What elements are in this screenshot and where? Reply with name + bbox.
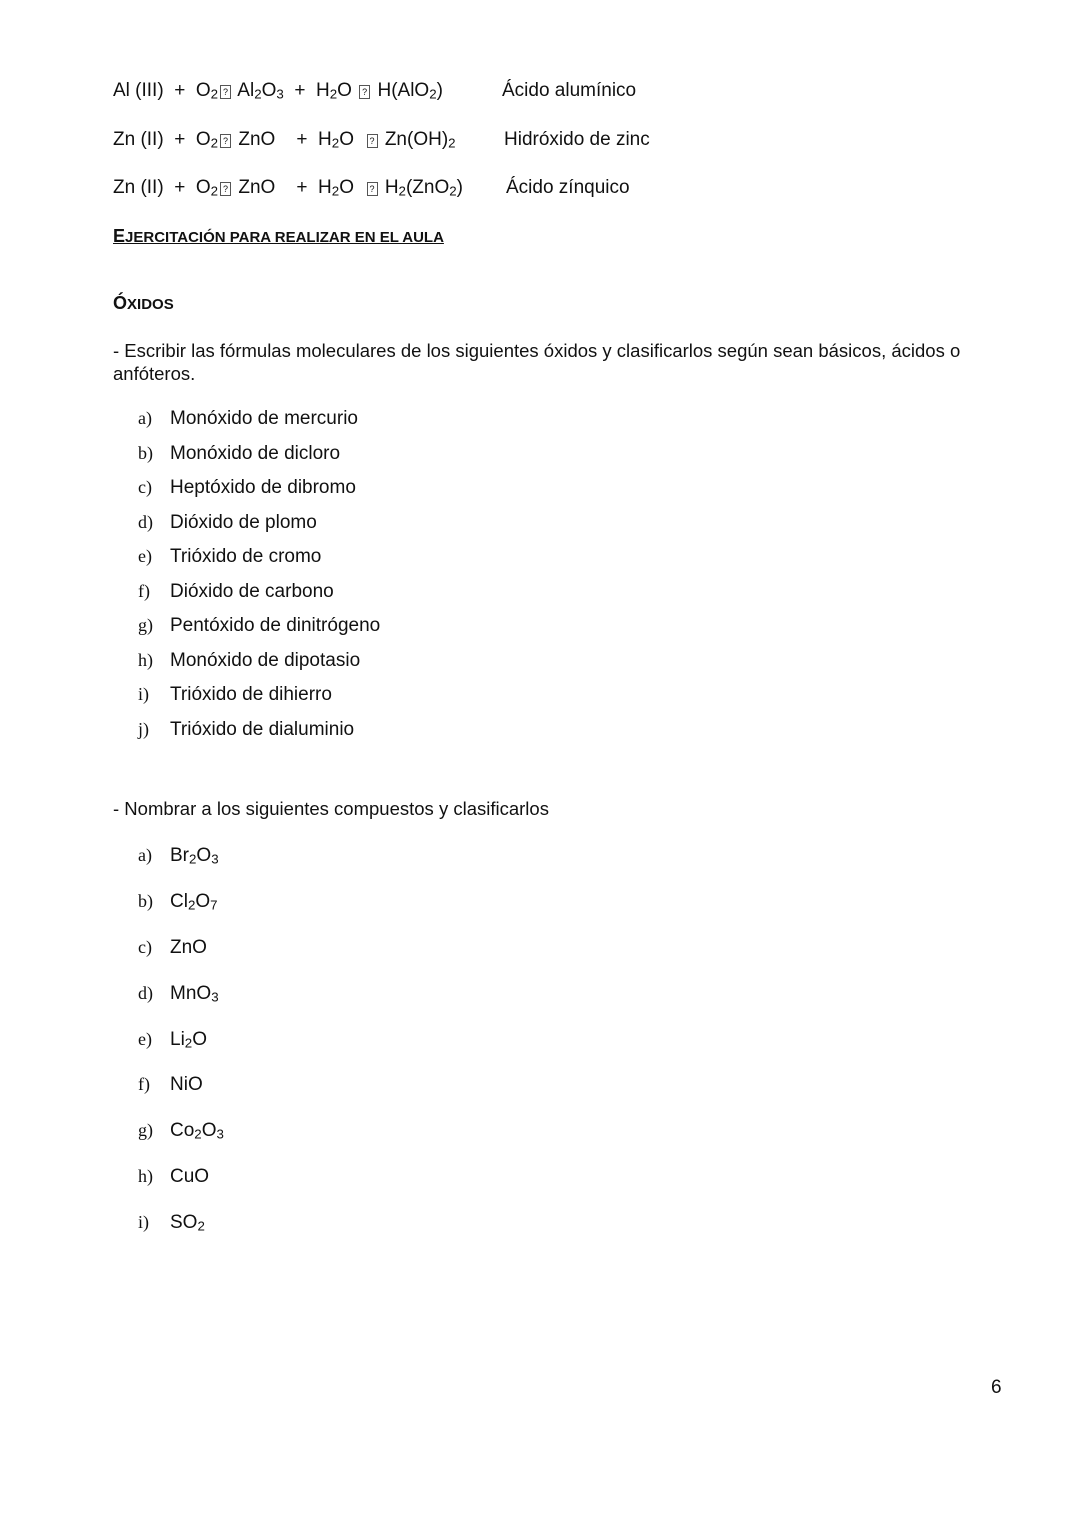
item-marker: i)	[138, 1212, 149, 1233]
list-item	[138, 717, 380, 752]
formula-text: )	[436, 80, 443, 101]
item-text: Dióxido de carbono	[170, 580, 334, 602]
missing-arrow-glyph-icon: ?	[367, 182, 378, 196]
item-text: Heptóxido de dibromo	[170, 477, 356, 498]
list-item	[138, 406, 380, 441]
formula-text: ZnO + H	[233, 129, 332, 150]
item-marker: b)	[138, 442, 153, 463]
formula-text: Cl	[170, 890, 188, 912]
item-text: Trióxido de dihierro	[170, 684, 332, 705]
formula-text: SO	[170, 1212, 198, 1234]
heading-initial: E	[113, 226, 126, 246]
item-marker: g)	[138, 615, 153, 635]
item-marker: f)	[138, 1074, 150, 1095]
item-text: Monóxido de dicloro	[170, 442, 341, 464]
subscript: 2	[210, 86, 219, 102]
page-number: 6	[991, 1377, 1002, 1398]
formula-text: ZnO	[170, 936, 207, 958]
subscript: 2	[189, 851, 197, 867]
subscript: 2	[329, 86, 338, 102]
list-item	[138, 648, 380, 683]
item-marker: d)	[138, 982, 153, 1003]
list-item	[138, 1072, 224, 1118]
formula-text: + H	[283, 80, 330, 101]
item-marker: i)	[138, 684, 149, 704]
list-item	[138, 1210, 224, 1256]
subscript: 2	[448, 135, 456, 151]
formula-text: ZnO + H	[233, 177, 332, 198]
item-text: Monóxido de mercurio	[170, 408, 358, 429]
item-marker: g)	[138, 1120, 153, 1141]
formula-text: Zn (II) + O	[113, 177, 211, 198]
item-marker: e)	[138, 546, 152, 566]
list-item	[138, 441, 380, 476]
item-marker: j)	[138, 718, 149, 739]
subscript: 3	[211, 989, 219, 1005]
list-item	[138, 579, 380, 614]
subscript: 3	[276, 86, 284, 102]
item-marker: a)	[138, 408, 152, 428]
compound-name: Hidróxido de zinc	[504, 129, 650, 150]
formula-text: Br	[170, 845, 189, 866]
formula-text: Co	[170, 1120, 195, 1142]
subscript: 2	[429, 86, 437, 102]
formula-text: O	[201, 1120, 217, 1142]
subscript: 2	[398, 183, 406, 199]
formula-text: Al (III) + O	[113, 80, 211, 101]
subscript: 3	[216, 1127, 224, 1142]
oxide-name-list	[138, 406, 380, 751]
formula-text: Li	[170, 1028, 185, 1050]
subscript: 2	[197, 1218, 205, 1234]
missing-arrow-glyph-icon: ?	[367, 134, 378, 148]
formula-text: O	[261, 80, 277, 101]
missing-arrow-glyph-icon: ?	[359, 85, 370, 99]
list-item	[138, 843, 224, 889]
item-marker: a)	[138, 845, 152, 865]
formula-text: Al	[233, 80, 255, 101]
subscript: 2	[210, 183, 219, 199]
section-initial: Ó	[113, 293, 128, 313]
compound-formula-list	[138, 843, 224, 1256]
formula-text: MnO	[170, 982, 212, 1004]
list-item	[138, 475, 380, 510]
subscript: 2	[184, 1035, 193, 1051]
subscript: 2	[449, 183, 457, 199]
list-item	[138, 1164, 224, 1210]
item-marker: b)	[138, 890, 153, 911]
item-marker: h)	[138, 1166, 153, 1187]
formula-text: O	[339, 177, 365, 198]
list-item	[138, 935, 224, 981]
list-item	[138, 613, 380, 648]
list-item	[138, 981, 224, 1027]
item-text: Monóxido de dipotasio	[170, 649, 361, 671]
compound-name: Ácido alumínico	[502, 80, 637, 101]
item-marker: e)	[138, 1028, 152, 1049]
formula-text: O	[196, 845, 212, 866]
equation-line	[113, 80, 637, 102]
formula-text: Zn(OH)	[379, 129, 449, 150]
section-text: XIDOS	[127, 296, 174, 313]
instruction-1: - Escribir las fórmulas moleculares de los siguientes óxidos y clasificarlos según sean básicos, ácidos o anfóteros.	[113, 340, 961, 384]
formula-text: H	[379, 177, 399, 198]
list-item	[138, 682, 380, 717]
item-text: Trióxido de dialuminio	[170, 718, 355, 740]
list-item	[138, 510, 380, 545]
formula-text: CuO	[170, 1166, 210, 1188]
item-marker: f)	[138, 580, 150, 601]
equation-line	[113, 129, 650, 151]
list-item	[138, 1027, 224, 1073]
section-title	[113, 293, 174, 314]
subscript: 2	[331, 183, 340, 199]
missing-arrow-glyph-icon: ?	[220, 85, 231, 99]
subscript: 3	[211, 851, 219, 867]
formula-text: H(AlO	[372, 80, 430, 101]
item-marker: c)	[138, 477, 152, 497]
subscript: 2	[331, 135, 340, 151]
item-marker: d)	[138, 511, 153, 532]
item-text: Pentóxido de dinitrógeno	[170, 615, 381, 636]
formula-text: NiO	[170, 1074, 203, 1096]
subscript: 7	[210, 897, 218, 913]
item-text: Dióxido de plomo	[170, 511, 317, 533]
heading-text: JERCITACIÓN PARA REALIZAR EN EL AULA	[125, 229, 444, 246]
item-marker: c)	[138, 936, 152, 957]
item-marker: h)	[138, 649, 153, 670]
list-item	[138, 1118, 224, 1164]
exercise-heading	[113, 226, 444, 247]
formula-text: Zn (II) + O	[113, 129, 211, 150]
formula-text: O	[195, 890, 211, 912]
formula-text: O	[192, 1028, 207, 1050]
subscript: 2	[210, 135, 219, 151]
subscript: 2	[254, 86, 262, 102]
formula-text: )	[456, 177, 463, 198]
instruction-2: - Nombrar a los siguientes compuestos y clasificarlos	[113, 798, 549, 819]
subscript: 2	[194, 1127, 202, 1142]
item-text: Trióxido de cromo	[170, 546, 322, 567]
missing-arrow-glyph-icon: ?	[220, 134, 231, 148]
missing-arrow-glyph-icon: ?	[220, 182, 231, 196]
equation-line	[113, 177, 630, 199]
list-item	[138, 544, 380, 579]
formula-text: O	[337, 80, 358, 101]
formula-text: (ZnO	[405, 177, 450, 198]
compound-name: Ácido zínquico	[506, 177, 630, 198]
list-item	[138, 889, 224, 935]
formula-text: O	[339, 129, 365, 150]
subscript: 2	[187, 897, 196, 913]
